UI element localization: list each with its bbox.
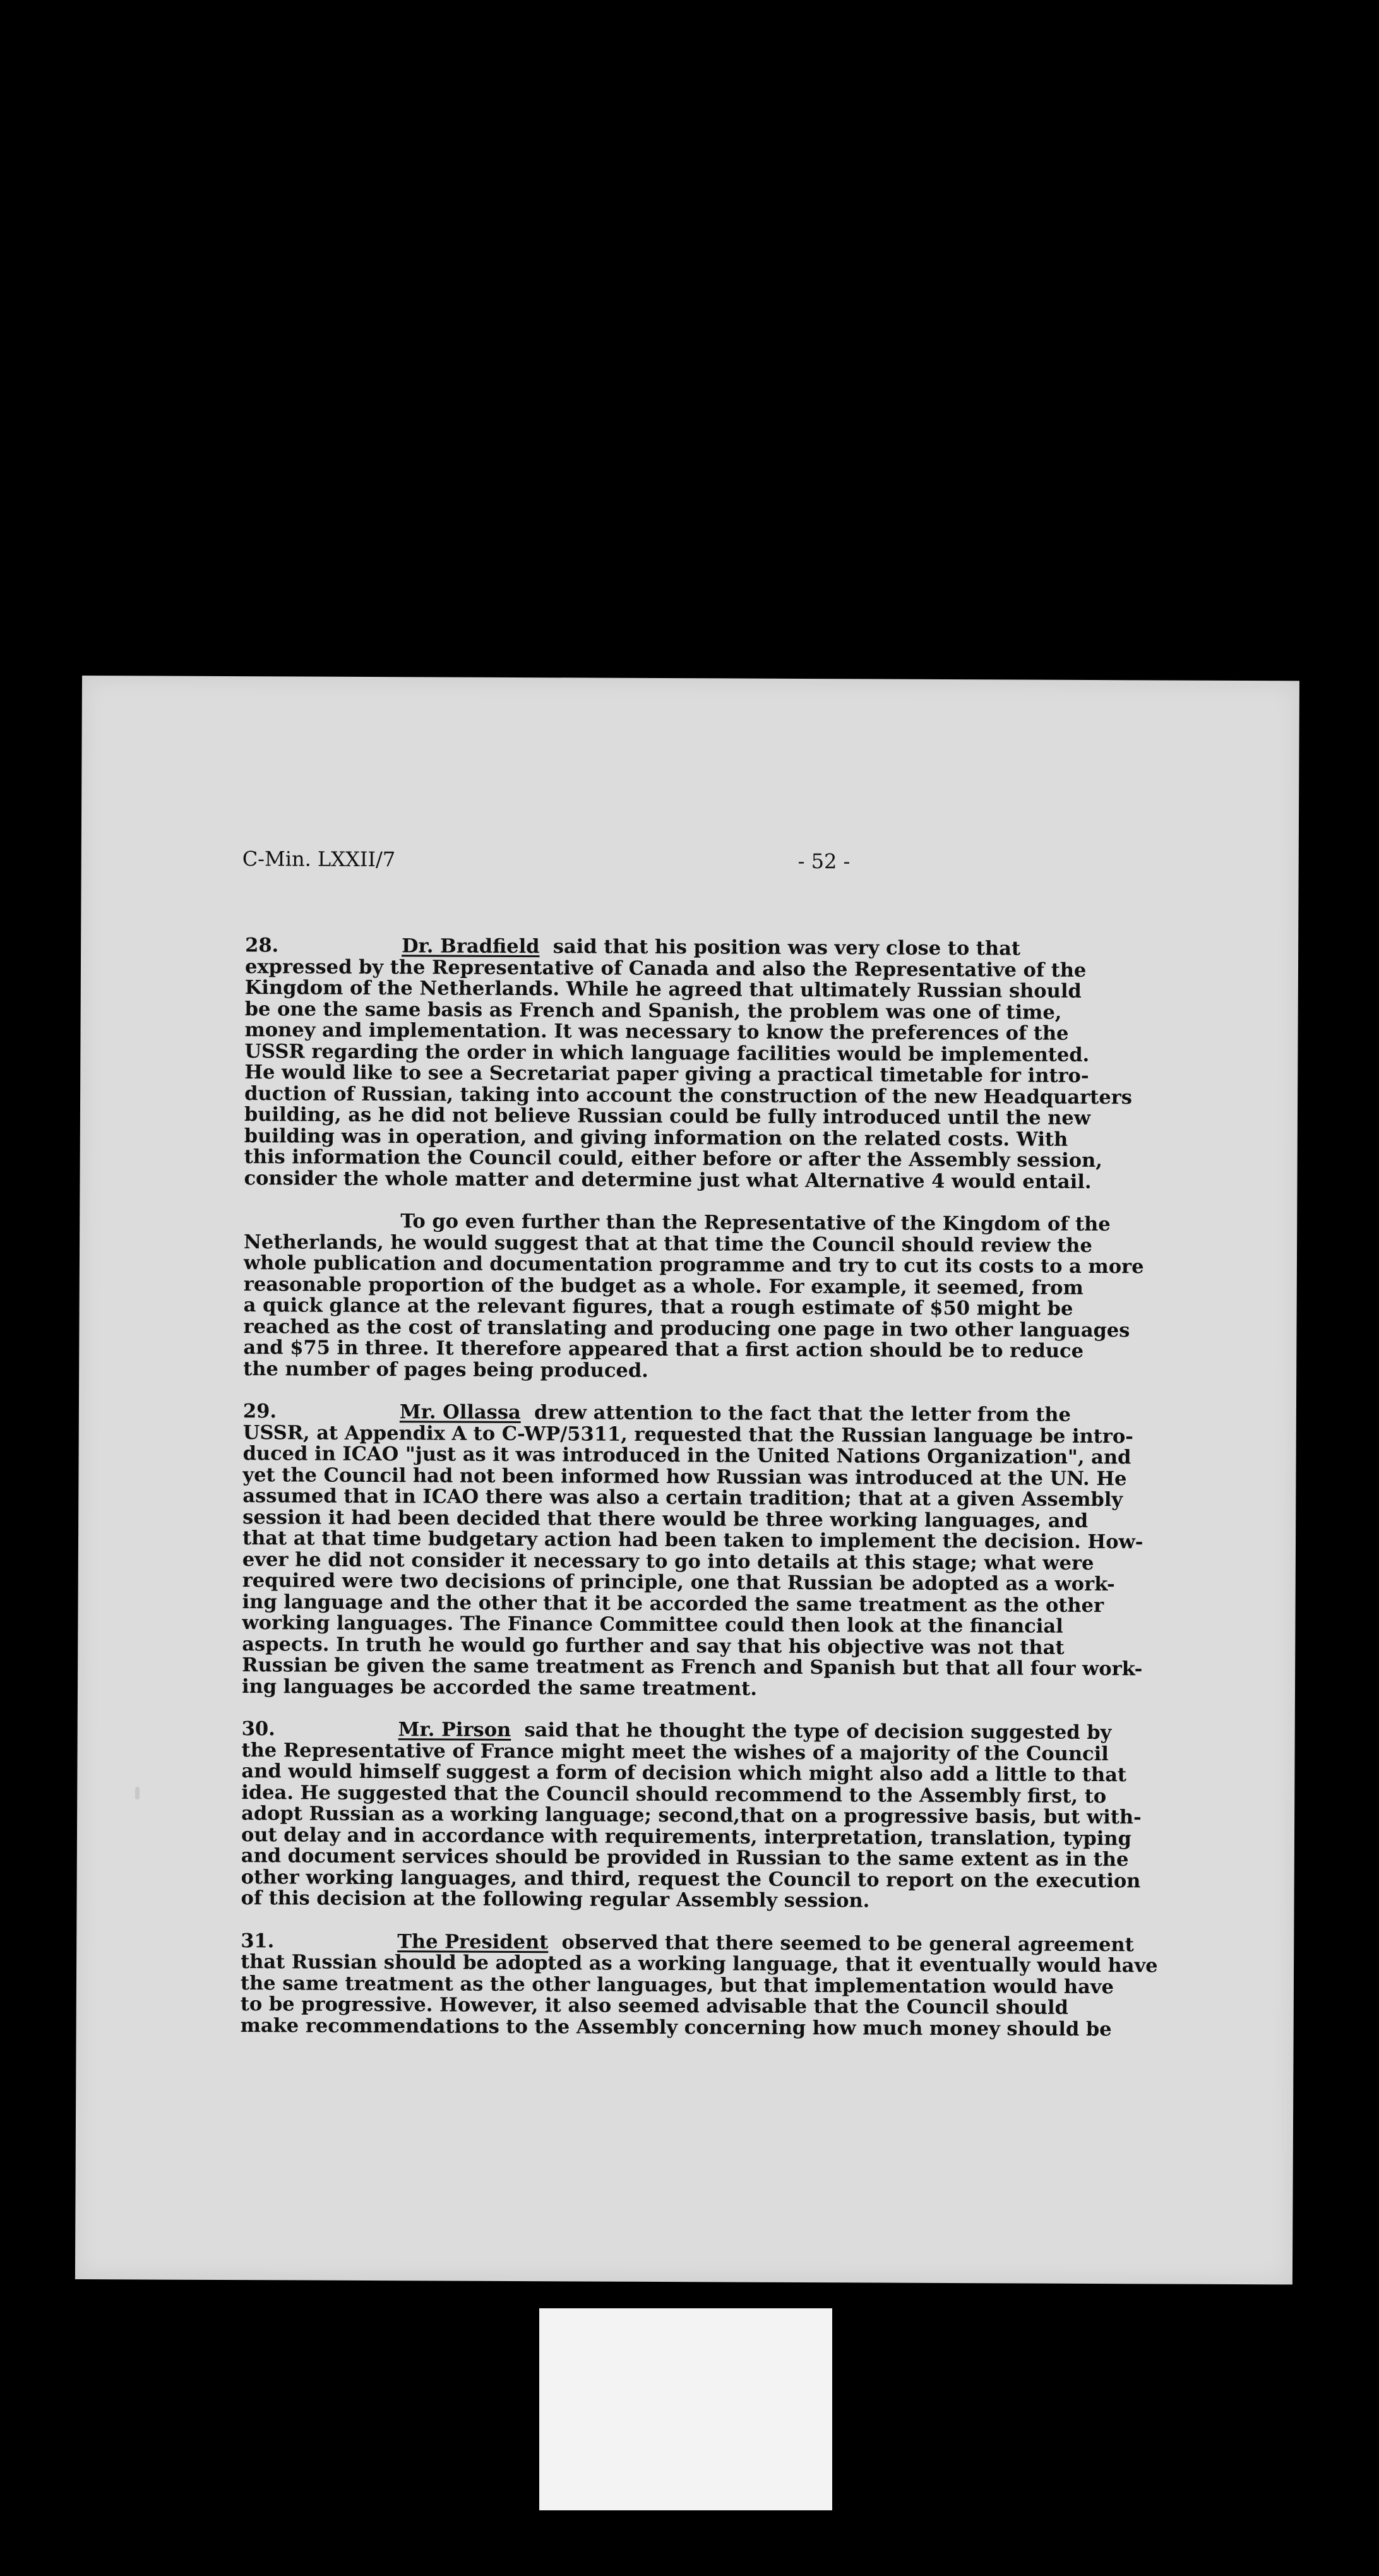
text-line: make recommendations to the Assembly concerning how much money should be — [240, 2013, 1112, 2041]
text-line: He would like to see a Secretariat paper giving a practical timetable for intro- — [244, 1061, 1089, 1087]
text-line: consider the whole matter and determine just what Alternative 4 would entail. — [244, 1166, 1092, 1193]
paragraph-31 — [241, 1931, 1157, 2041]
text-line: and document services should be provided in Russian to the same extent as in the — [241, 1844, 1129, 1871]
paragraph-number: 30. — [241, 1717, 275, 1741]
text-line: reached as the cost of translating and producing one page in two other languages — [243, 1315, 1130, 1342]
paragraph-number: 28. — [245, 934, 279, 957]
text-line: a quick glance at the relevant figures, that a rough estimate of $50 might be — [243, 1294, 1073, 1320]
text-line: ing language and the other that it be accorded the same treatment as the other — [242, 1590, 1104, 1617]
speaker-name: Mr. Ollassa — [399, 1400, 521, 1424]
text-line: Russian be given the same treatment as French and Spanish but that all four work- — [242, 1654, 1143, 1681]
paragraph-number: 29. — [242, 1400, 277, 1423]
text-line: idea. He suggested that the Council should recommend to the Assembly first, to — [241, 1780, 1107, 1808]
speaker-name: The President — [397, 1929, 549, 1953]
text-line: Netherlands, he would suggest that at that time the Council should review the — [244, 1230, 1092, 1257]
text-line: to be progressive. However, it also seemed advisable that the Council should — [240, 1993, 1068, 2019]
text-line: building, as he did not believe Russian could be fully introduced until the new — [244, 1103, 1091, 1130]
text-line: To go even further than the Representative of the Kingdom of the — [400, 1210, 1111, 1236]
text-line: and would himself suggest a form of decision which might also add a little to that — [241, 1760, 1127, 1787]
paragraph-30 — [241, 1719, 1157, 1913]
text-line: that at that time budgetary action had been taken to implement the decision. How- — [242, 1527, 1143, 1554]
text-line: adopt Russian as a working language; second,that on a progressive basis, but with- — [241, 1802, 1142, 1829]
text-line: working languages. The Finance Committee could then look at the financial — [242, 1611, 1063, 1638]
text-line: aspects. In truth he would go further and say that his objective was not that — [242, 1632, 1065, 1659]
paragraph-28 — [244, 935, 1161, 1193]
text-line: USSR, at Appendix A to C-WP/5311, requested that the Russian language be intro- — [242, 1421, 1133, 1448]
text-line: the same treatment as the other languages, but that implementation would have — [240, 1971, 1114, 1998]
text-line: USSR regarding the order in which language facilities would be implemented. — [244, 1039, 1090, 1066]
blank-target-card — [539, 2308, 832, 2510]
text-line: Kingdom of the Netherlands. While he agreed that ultimately Russian should — [244, 976, 1082, 1003]
text-line: and $75 in three. It therefore appeared that a first action should be to reduce — [243, 1336, 1084, 1363]
text-line: duced in ICAO "just as it was introduced in the United Nations Organization", and — [242, 1442, 1131, 1469]
paragraph-number: 31. — [241, 1929, 275, 1952]
paragraph-28-continued — [243, 1210, 1159, 1383]
paragraph-29 — [242, 1401, 1159, 1701]
text-line: duction of Russian, taking into account the construction of the new Headquarters — [244, 1082, 1133, 1109]
text-line: session it had been decided that there would be three working languages, and — [242, 1505, 1089, 1532]
text-line: said that he thought the type of decision suggested by — [524, 1719, 1112, 1744]
text-line: yet the Council had not been informed how Russian was introduced at the UN. He — [242, 1463, 1127, 1490]
speaker-name: Mr. Pirson — [398, 1718, 511, 1741]
page-number: - 52 - — [797, 849, 851, 874]
text-line: money and implementation. It was necessary to know the preferences of the — [244, 1018, 1069, 1045]
text-line: assumed that in ICAO there was also a certain tradition; that at a given Assembly — [242, 1484, 1123, 1512]
text-line: ing languages be accorded the same treatment. — [241, 1674, 757, 1700]
text-line: building was in operation, and giving information on the related costs. With — [244, 1124, 1068, 1151]
text-line: whole publication and documentation programme and try to cut its costs to a more — [243, 1251, 1144, 1279]
page-header — [242, 847, 1190, 876]
minutes-body — [240, 935, 1161, 2061]
text-line: observed that there seemed to be general agreement — [561, 1930, 1134, 1956]
text-line: the number of pages being produced. — [243, 1357, 648, 1382]
text-line: other working languages, and third, request the Council to report on the execution — [241, 1865, 1141, 1892]
text-line: reasonable proportion of the budget as a whole. For example, it seemed, from — [243, 1272, 1084, 1299]
text-line: this information the Council could, either before or after the Assembly session, — [244, 1145, 1102, 1172]
text-line: be one the same basis as French and Spanish, the problem was one of time, — [244, 997, 1062, 1024]
text-line: of this decision at the following regular Assembly session. — [241, 1887, 870, 1912]
document-page — [75, 676, 1299, 2284]
text-line: expressed by the Representative of Canada and also the Representative of the — [244, 955, 1087, 982]
text-line: required were two decisions of principle, one that Russian be adopted as a work- — [242, 1569, 1115, 1596]
text-line: out delay and in accordance with requirements, interpretation, translation, typing — [241, 1823, 1131, 1850]
text-line: said that his position was very close to that — [552, 935, 1021, 960]
document-reference: C-Min. LXXII/7 — [242, 847, 396, 872]
speaker-name: Dr. Bradfield — [402, 934, 540, 958]
text-line: that Russian should be adopted as a working language, that it eventually would have — [241, 1950, 1158, 1977]
text-line: drew attention to the fact that the letter from the — [534, 1401, 1072, 1426]
text-line: the Representative of France might meet the wishes of a majority of the Council — [241, 1738, 1109, 1765]
margin-smudge — [135, 1787, 140, 1799]
text-line: ever he did not consider it necessary to go into details at this stage; what were — [242, 1547, 1094, 1575]
